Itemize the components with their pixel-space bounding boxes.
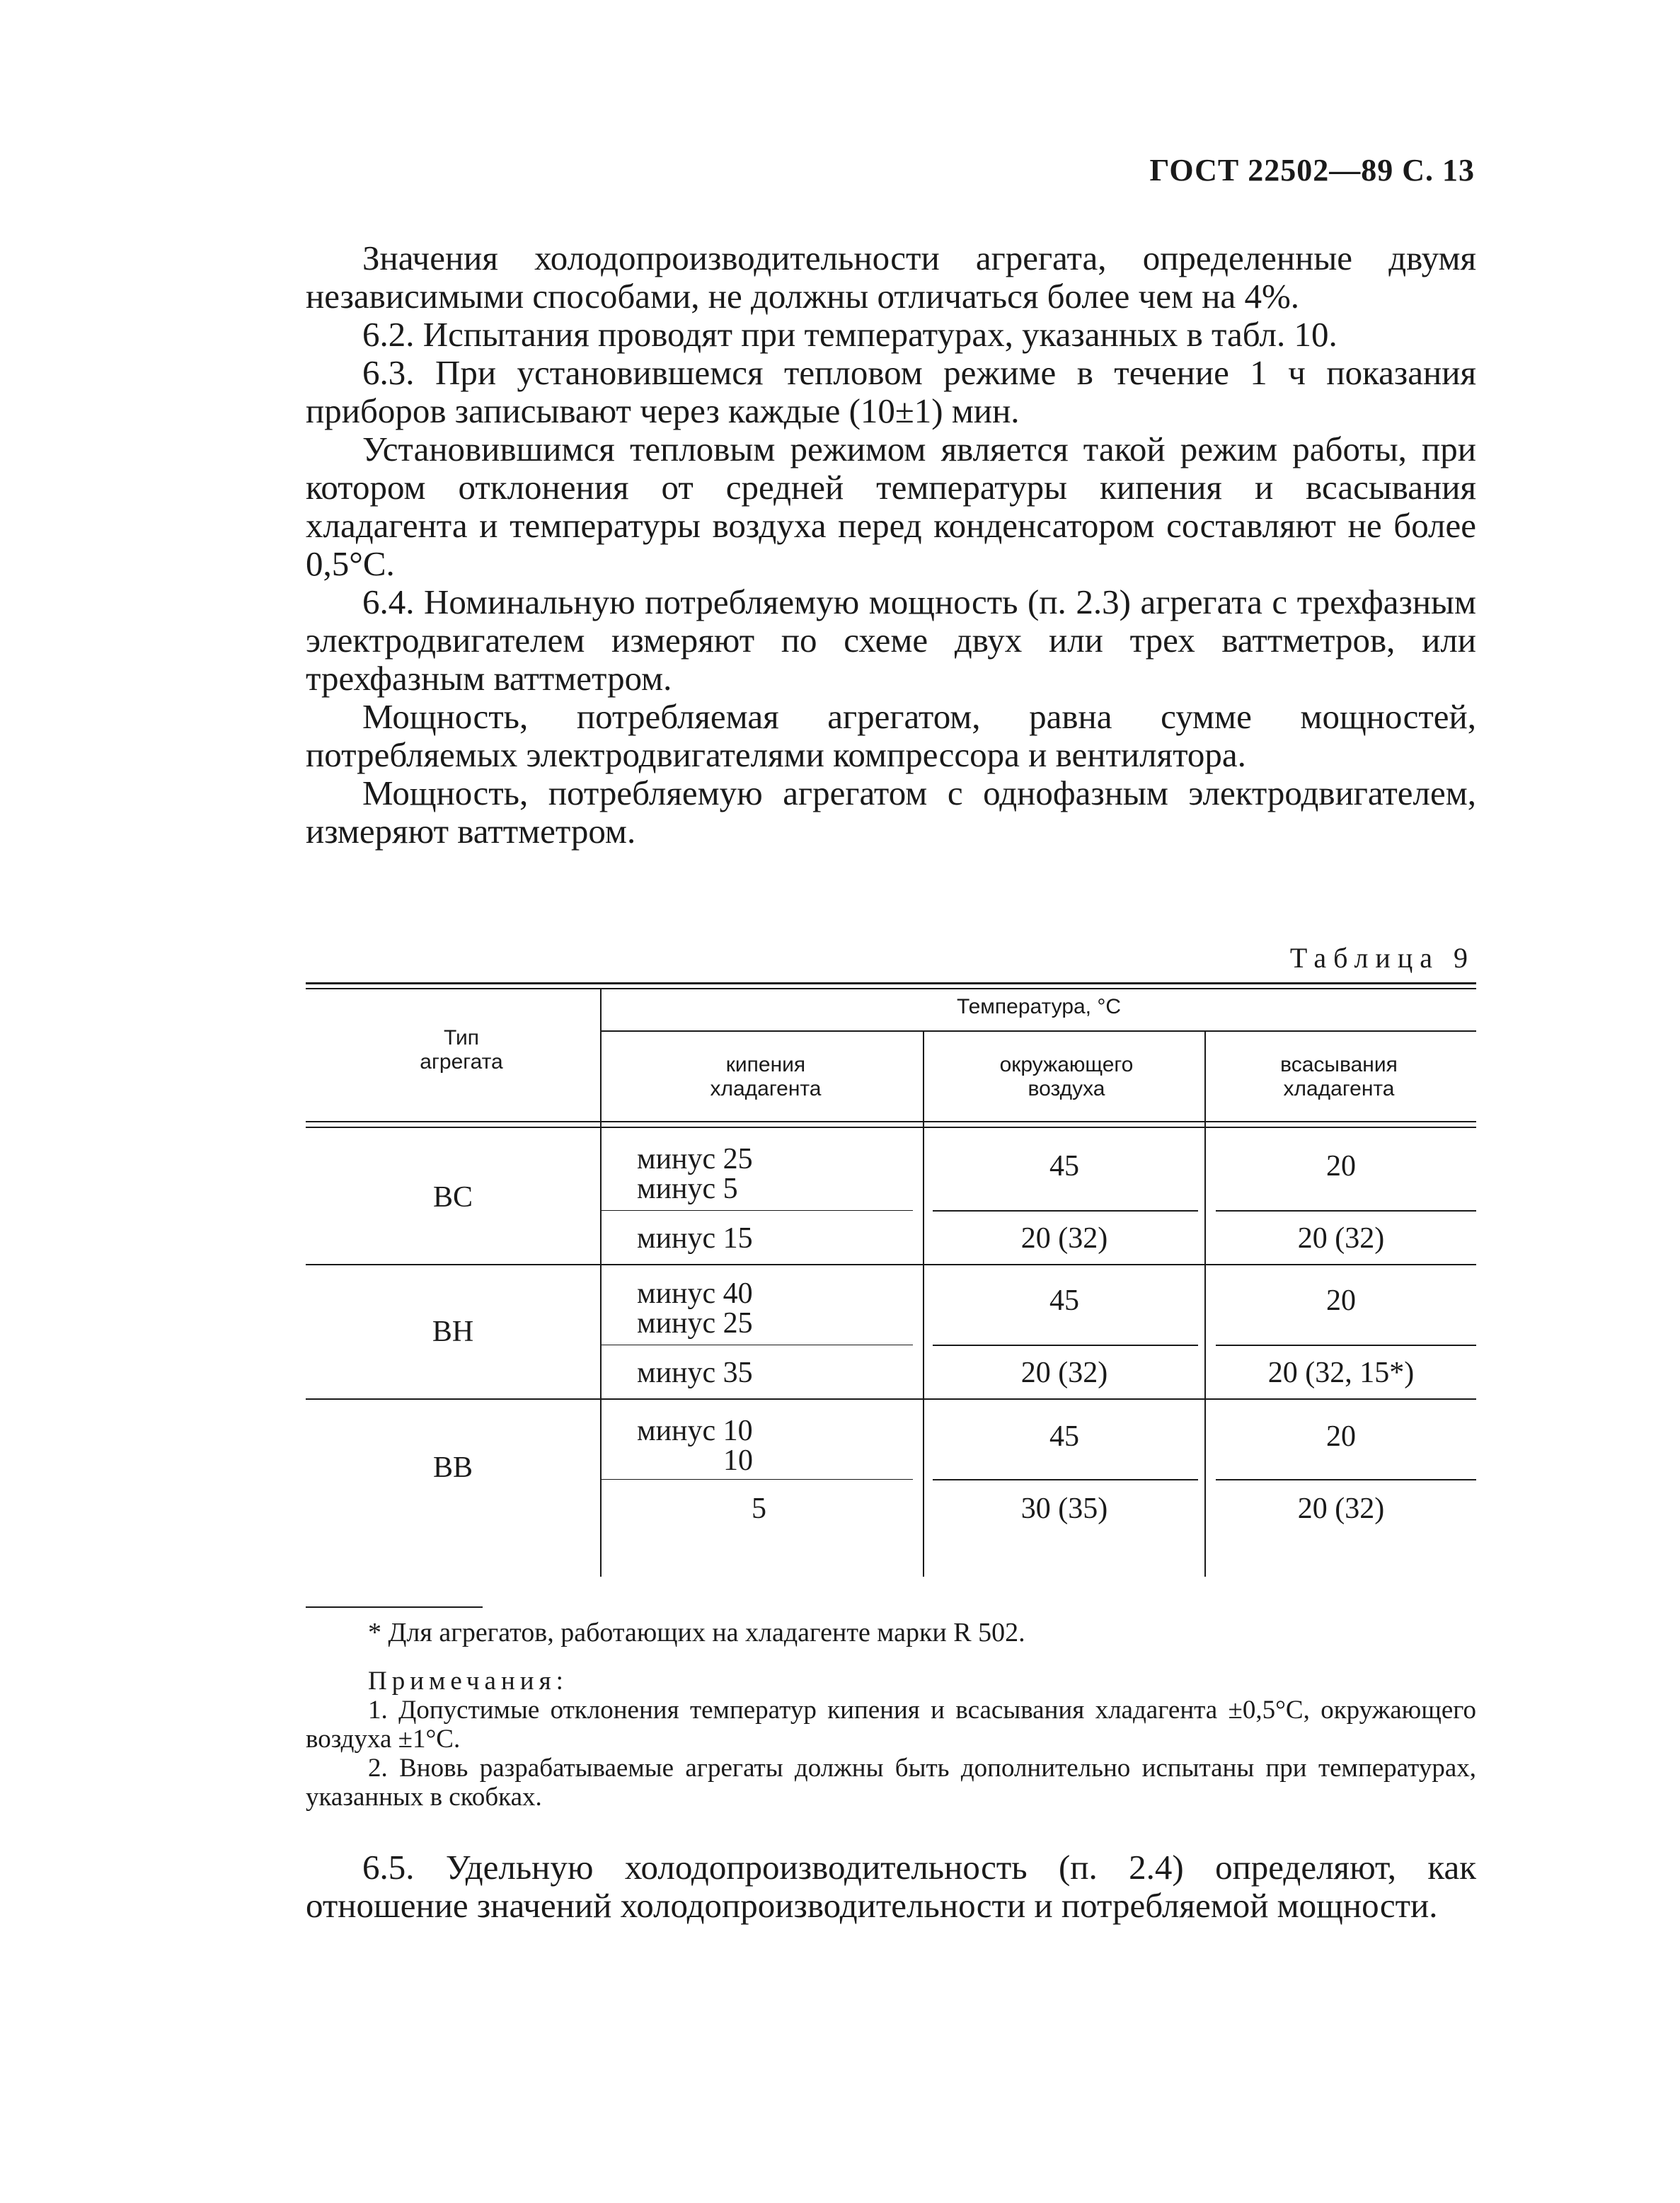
note-item: 2. Вновь разрабатываемые агрегаты должны быть дополнительно испытаны при температурах, указанных в скобках.: [306, 1754, 1476, 1812]
page-header: ГОСТ 22502—89 С. 13: [1149, 153, 1475, 188]
table-cell: 20: [1326, 1150, 1356, 1183]
table-cell: 20 (32): [1297, 1222, 1385, 1255]
table-cell: 20 (32): [1020, 1222, 1108, 1255]
table-caption: Таблица 9: [1289, 942, 1475, 974]
paragraph: Установившимся тепловым режимом является такой режим работы, при котором отклонения от средней температуры кипения и всасывания хладагента и температуры воздуха перед конденсатором составляют не более 0,5°С.: [306, 430, 1476, 583]
paragraph: 6.3. При установившемся тепловом режиме в течение 1 ч показания приборов записывают через каждые (10±1) мин.: [306, 353, 1476, 430]
header-type-col: Тип агрегата: [420, 1026, 503, 1074]
note-item: 1. Допустимые отклонения температур кипения и всасывания хладагента ±0,5°С, окружающего воздуха ±1°С.: [306, 1696, 1476, 1754]
header-temperature-group: Температура, °С: [956, 995, 1122, 1018]
row-type-vn: ВН: [432, 1316, 474, 1348]
table-cell: минус 10: [637, 1415, 753, 1447]
header-boiling: кипения хладагента: [710, 1053, 822, 1100]
table-cell: минус 25: [637, 1307, 753, 1340]
temperature-table: [306, 982, 1476, 1577]
table-cell: 20: [1326, 1284, 1356, 1317]
table-cell: 20: [1326, 1420, 1356, 1453]
row-type-vs: ВС: [432, 1181, 473, 1214]
body-text: [306, 239, 1476, 851]
table-cell: 45: [1049, 1150, 1079, 1183]
footnote-rule: [306, 1606, 483, 1608]
paragraph: 6.5. Удельную холодопроизводительность (п. 2.4) определяют, как отношение значений холодопроизводительности и потребляемой мощности.: [306, 1848, 1476, 1925]
paragraph: Мощность, потребляемая агрегатом, равна сумме мощностей, потребляемых электродвигателями компрессора и вентилятора.: [306, 697, 1476, 774]
table-cell: 10: [723, 1444, 753, 1477]
header-ambient: окружающего воздуха: [999, 1053, 1134, 1100]
table-cell: минус 5: [637, 1173, 738, 1205]
notes-block: [306, 1667, 1476, 1812]
table-cell: минус 25: [637, 1143, 753, 1175]
paragraph: Значения холодопроизводительности агрегата, определенные двумя независимыми способами, не должны отличаться более чем на 4%.: [306, 238, 1476, 316]
final-paragraph-block: [306, 1848, 1476, 1925]
table-cell: минус 40: [637, 1277, 753, 1310]
row-type-vv: ВВ: [432, 1451, 473, 1484]
footnote: * Для агрегатов, работающих на хладагенте марки R 502.: [368, 1618, 1025, 1647]
notes-title: Примечания:: [368, 1667, 568, 1696]
table-cell: 45: [1049, 1420, 1079, 1453]
table-cell: 30 (35): [1020, 1492, 1108, 1525]
paragraph: 6.4. Номинальную потребляемую мощность (п. 2.3) агрегата с трехфазным электродвигателем измеряют по схеме двух или трех ваттметров, или трехфазным ваттметром.: [306, 582, 1476, 698]
table-cell: минус 35: [637, 1357, 753, 1389]
table-cell: 5: [752, 1492, 766, 1525]
table-cell: 20 (32, 15*): [1267, 1357, 1415, 1389]
paragraph: Мощность, потребляемую агрегатом с однофазным электродвигателем, измеряют ваттметром.: [306, 773, 1476, 851]
table-cell: 20 (32): [1297, 1492, 1385, 1525]
table-cell: 20 (32): [1020, 1357, 1108, 1389]
table-cell: минус 15: [637, 1222, 753, 1255]
header-suction: всасывания хладагента: [1280, 1053, 1398, 1100]
paragraph: 6.2. Испытания проводят при температурах, указанных в табл. 10.: [362, 315, 1337, 354]
table-cell: 45: [1049, 1284, 1079, 1317]
